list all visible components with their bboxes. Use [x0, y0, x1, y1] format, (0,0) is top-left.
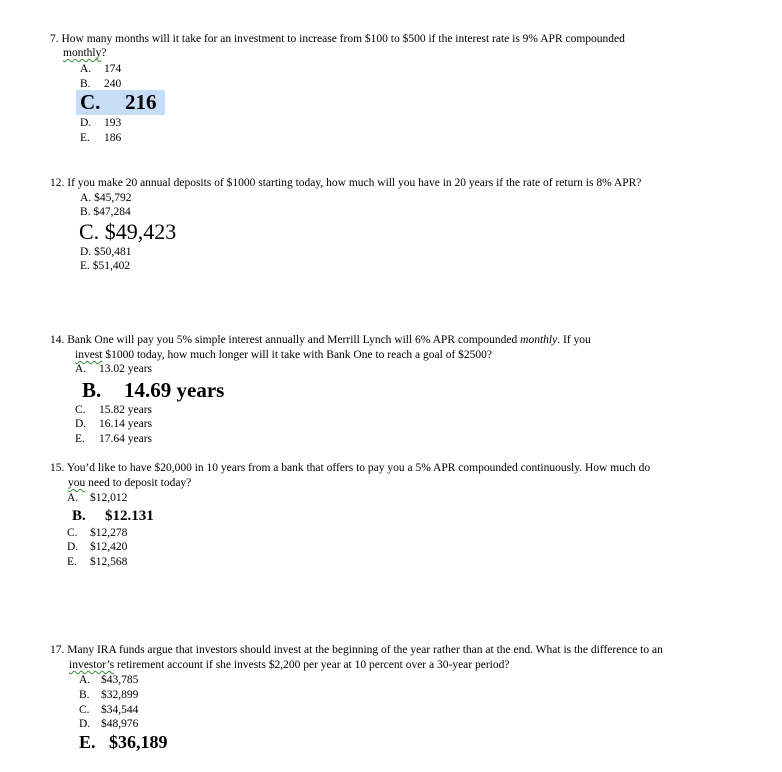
option-b [79, 688, 138, 702]
option-text: $12,420 [90, 541, 128, 553]
option-b [80, 77, 121, 91]
option-letter: E. [67, 556, 77, 568]
option-c [79, 703, 138, 717]
option-a [67, 491, 127, 505]
option-letter: C. [75, 404, 86, 416]
option-text: 174 [104, 63, 122, 75]
question-number: 14. [50, 334, 65, 346]
question-text: You’d like to have $20,000 in 10 years from a bank that offers to pay you a 5% APR compounded continuously. How much do [66, 462, 651, 474]
option-text: $34,544 [101, 704, 139, 716]
option-letter: D. [80, 246, 92, 258]
question-7-line1 [50, 32, 625, 47]
question-number: 12. [50, 177, 65, 189]
option-text: $49,423 [104, 219, 177, 244]
option-letter: E. [75, 433, 85, 445]
option-text: $51,402 [92, 260, 131, 272]
question-text: need to deposit today? [85, 477, 192, 489]
option-text: $12,568 [90, 556, 128, 568]
option-a [80, 191, 131, 205]
question-text: ? [101, 47, 107, 59]
option-text: $12,278 [90, 527, 128, 539]
option-c [67, 526, 127, 540]
option-text: 186 [104, 132, 122, 144]
option-e [80, 131, 121, 145]
option-letter: B. [80, 206, 91, 218]
option-e [75, 432, 152, 446]
option-letter: A. [67, 492, 79, 504]
option-letter: D. [67, 541, 79, 553]
option-d [79, 717, 138, 731]
option-text: $43,785 [101, 674, 139, 686]
spellcheck-word: investor’s [69, 659, 115, 671]
option-text: 16.14 years [99, 418, 153, 430]
option-letter: D. [79, 718, 91, 730]
option-b-answer [82, 377, 224, 403]
option-letter: B. [72, 508, 86, 524]
question-number: 15. [50, 462, 65, 474]
question-number: 17. [50, 644, 65, 656]
option-text: $12.131 [105, 508, 154, 524]
spellcheck-word: monthly [63, 47, 102, 59]
option-d [80, 245, 131, 259]
option-c [75, 403, 152, 417]
option-text: $48,976 [101, 718, 139, 730]
question-7-line2 [63, 46, 106, 61]
option-text: $50,481 [94, 246, 132, 258]
spellcheck-word: you [68, 477, 86, 489]
question-12-line1 [50, 176, 641, 191]
option-text: 193 [104, 117, 122, 129]
option-text: 17.64 years [99, 433, 153, 445]
option-letter: D. [80, 117, 92, 129]
option-letter: D. [75, 418, 87, 430]
option-a [75, 362, 152, 376]
question-text: How many months will it take for an investment to increase from $100 to $500 if the interest rate is 9% APR compounded [61, 33, 625, 45]
option-text: 13.02 years [99, 363, 153, 375]
option-letter: C. [80, 90, 101, 114]
option-letter: A. [75, 363, 87, 375]
option-letter: C. [79, 219, 100, 244]
question-text: retirement account if she invests $2,200 per year at 10 percent over a 30-year period? [114, 659, 510, 671]
option-text: $36,189 [109, 732, 168, 752]
option-text: 240 [104, 78, 122, 90]
spellcheck-word: invest [75, 349, 103, 361]
option-e-answer [79, 731, 168, 753]
option-a [80, 62, 121, 76]
option-letter: E. [80, 260, 90, 272]
option-a [79, 673, 138, 687]
question-text: Many IRA funds argue that investors should invest at the beginning of the year rather than at the end. What is the difference to an [67, 644, 663, 656]
option-text: 15.82 years [99, 404, 153, 416]
option-text: $45,792 [94, 192, 132, 204]
option-letter: B. [80, 78, 91, 90]
option-text: 14.69 years [124, 378, 225, 402]
question-text: . If you [557, 334, 591, 346]
option-d [75, 417, 152, 431]
option-c-answer [76, 90, 165, 115]
option-letter: A. [79, 674, 91, 686]
question-17-line2 [69, 658, 509, 673]
option-b [80, 205, 131, 219]
option-letter: E. [79, 732, 96, 752]
question-15-line1 [50, 461, 650, 476]
option-text: 216 [125, 90, 157, 114]
option-c-answer [79, 219, 176, 245]
option-letter: B. [82, 378, 102, 402]
option-letter: A. [80, 63, 92, 75]
option-text: $12,012 [90, 492, 128, 504]
question-text: If you make 20 annual deposits of $1000 starting today, how much will you have in 20 years if the rate of return is 8% APR? [67, 177, 642, 189]
option-letter: B. [79, 689, 90, 701]
option-d [80, 116, 121, 130]
question-14-line2 [75, 348, 492, 363]
question-15-line2 [68, 476, 191, 491]
question-17-line1 [50, 643, 663, 658]
option-e [67, 555, 127, 569]
question-text: $1000 today, how much longer will it take with Bank One to reach a goal of $2500? [102, 349, 493, 361]
question-14-line1 [50, 333, 591, 348]
option-letter: C. [67, 527, 78, 539]
question-text: Bank One will pay you 5% simple interest annually and Merrill Lynch will 6% APR compounded [67, 334, 518, 346]
question-number: 7. [50, 33, 59, 45]
option-text: $47,284 [93, 206, 131, 218]
option-b-answer [72, 507, 154, 525]
option-letter: A. [80, 192, 92, 204]
option-text: $32,899 [101, 689, 139, 701]
option-d [67, 540, 127, 554]
option-letter: E. [80, 132, 90, 144]
question-text-italic: monthly [520, 334, 558, 346]
option-e [80, 259, 130, 273]
option-letter: C. [79, 704, 90, 716]
